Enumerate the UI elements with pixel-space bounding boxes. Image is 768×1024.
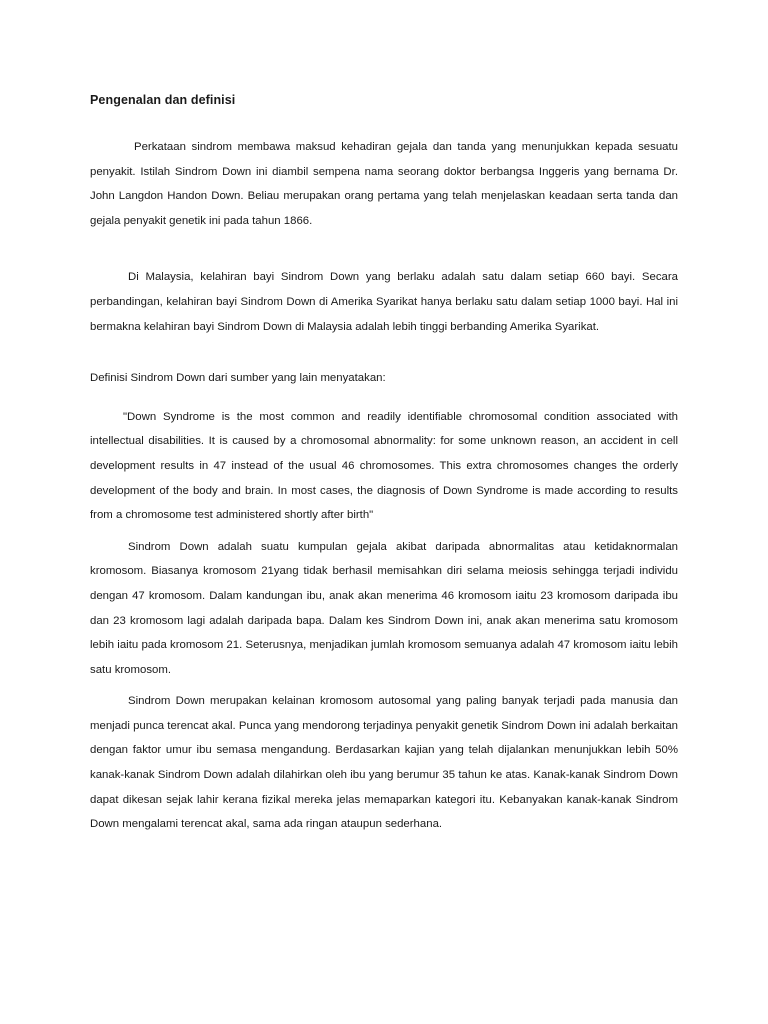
document-body bbox=[90, 93, 678, 837]
paragraph-definition-intro: Definisi Sindrom Down dari sumber yang lain menyatakan: bbox=[90, 372, 386, 385]
paragraph-quote: "Down Syndrome is the most common and readily identifiable chromosomal condition associated with intellectual disabilities. It is caused by a chromosomal abnormality: for some unknown reason, an accident in cell development results in 47 instead of the usual 46 chromosomes. This extra chromosomes changes the orderly development of the body and brain. In most cases, the diagnosis of Down Syndrome is made according to results from a chromosome test administered shortly after birth" bbox=[90, 410, 678, 522]
paragraph-chromosome: Sindrom Down adalah suatu kumpulan gejala akibat daripada abnormalitas atau ketidaknormalan kromosom. Biasanya kromosom 21yang tidak berhasil memisahkan diri selama meiosis sehingga terjadi individu dengan 47 kromosom. Dalam kandungan ibu, anak akan menerima 46 kromosom iaitu 23 kromosom daripada ibu dan 23 kromosom lagi adalah daripada bapa. Dalam kes Sindrom Down ini, anak akan menerima satu kromosom lebih iaitu pada kromosom 21. Seterusnya, menjadikan jumlah kromosom semuanya adalah 47 kromosom iaitu lebih satu kromosom. bbox=[90, 540, 678, 676]
paragraph-malaysia-statistics: Di Malaysia, kelahiran bayi Sindrom Down yang berlaku adalah satu dalam setiap 660 bayi. Secara perbandingan, kelahiran bayi Sindrom Down di Amerika Syarikat hanya berlaku satu dalam setiap 1000 bayi. Hal ini bermakna kelahiran bayi Sindrom Down di Malaysia adalah lebih tinggi berbanding Amerika Syarikat. bbox=[90, 271, 678, 333]
paragraph-causes: Sindrom Down merupakan kelainan kromosom autosomal yang paling banyak terjadi pada manusia dan menjadi punca terencat akal. Punca yang mendorong terjadinya penyakit genetik Sindrom Down ini adalah berkaitan dengan faktor umur ibu semasa mengandung. Berdasarkan kajian yang telah dijalankan menunjukkan lebih 50% kanak-kanak Sindrom Down adalah dilahirkan oleh ibu yang berumur 35 tahun ke atas. Kanak-kanak Sindrom Down dapat dikesan sejak lahir kerana fizikal mereka jelas memaparkan kategori itu. Kebanyakan kanak-kanak Sindrom Down mengalami terencat akal, sama ada ringan ataupun sederhana. bbox=[90, 695, 678, 831]
paragraph-intro: Perkataan sindrom membawa maksud kehadiran gejala dan tanda yang menunjukkan kepada sesuatu penyakit. Istilah Sindrom Down ini diambil sempena nama seorang doktor berbangsa Inggeris yang bernama Dr. John Langdon Handon Down. Beliau merupakan orang pertama yang telah menjelaskan keadaan serta tanda dan gejala penyakit genetik ini pada tahun 1866. bbox=[90, 141, 678, 227]
section-heading: Pengenalan dan definisi bbox=[90, 93, 236, 107]
